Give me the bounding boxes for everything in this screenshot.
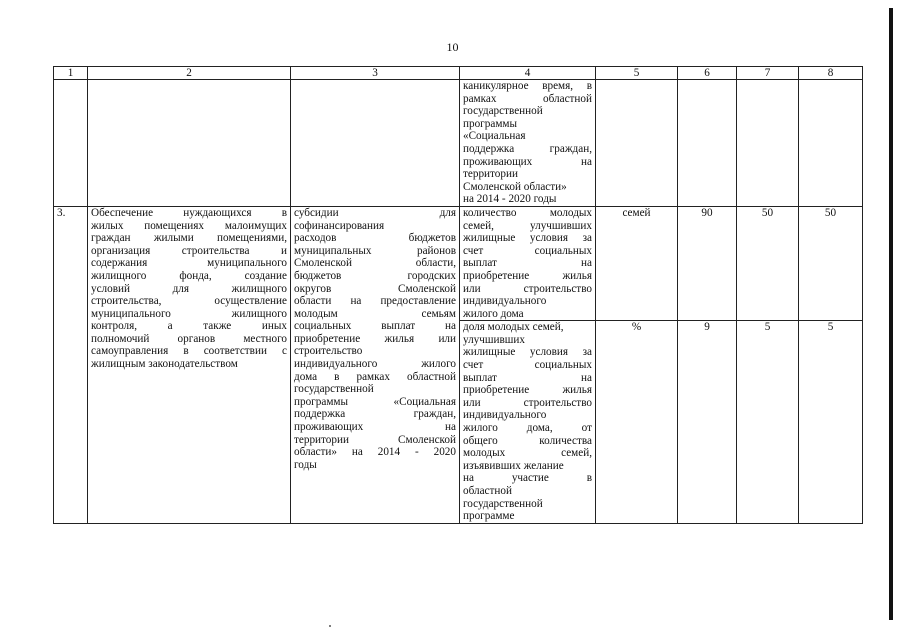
text-line: жилого дома, от: [463, 422, 592, 435]
text-line: индивидуального жилого: [294, 358, 456, 371]
indicator-cell: [460, 321, 596, 524]
text-line: проживающих на: [294, 421, 456, 434]
text-line: семей, улучшивших: [463, 219, 592, 232]
text-line: индивидуального: [463, 409, 547, 422]
empty-cell: [88, 80, 291, 207]
indicator-cell: [460, 206, 596, 320]
text-line: доля молодых семей,: [463, 321, 564, 334]
text-line: жилищного фонда, создание: [91, 269, 287, 282]
text-line: муниципального жилищного: [91, 307, 287, 320]
text-line: условий для жилищного: [91, 282, 287, 295]
empty-cell: [737, 80, 799, 207]
text-line: областной: [463, 485, 512, 497]
page-number: 10: [446, 40, 459, 54]
text-line: годы: [294, 458, 317, 471]
text-line: государственной: [294, 383, 374, 396]
scan-edge-bar: [889, 8, 893, 620]
text-line: округов Смоленской: [294, 282, 456, 295]
text-line: строительство: [294, 345, 363, 358]
header-cell: 1: [54, 67, 88, 80]
text-line: общего количества: [463, 434, 592, 447]
empty-cell: [596, 80, 678, 207]
text-line: граждан жилыми помещениями,: [91, 232, 287, 245]
header-cell: 8: [799, 67, 863, 80]
text-line: или строительство: [463, 396, 592, 409]
text-line: улучшивших: [463, 333, 525, 346]
value-cell: 50: [737, 206, 799, 320]
text-line: государственной: [463, 497, 543, 510]
header-cell: 4: [460, 67, 596, 80]
text-line: строительства, осуществление: [91, 295, 287, 308]
task-description-cell: [88, 206, 291, 523]
value-cell: 50: [799, 206, 863, 320]
text-line: каникулярное время, в: [463, 80, 592, 92]
row-number: 3.: [54, 206, 88, 523]
text-line: жилого дома: [463, 307, 524, 320]
text-line: индивидуального: [463, 295, 547, 308]
text-line: счет социальных: [463, 244, 592, 257]
text-line: счет социальных: [463, 359, 592, 372]
text-line: поддержка граждан,: [294, 408, 456, 421]
header-row: [54, 67, 863, 80]
text-line: рамках областной: [463, 92, 592, 105]
text-line: молодых семей,: [463, 447, 592, 460]
text-line: молодым семьям: [294, 307, 456, 320]
text-line: выплат на: [463, 371, 592, 384]
text-line: на 2014 - 2020 годы: [463, 193, 557, 206]
text-line: приобретение жилья или: [294, 332, 456, 345]
value-cell: 90: [678, 206, 737, 320]
header-cell: 2: [88, 67, 291, 80]
text-line: контроля, а также иных: [91, 320, 287, 333]
empty-cell: [291, 80, 460, 207]
text-line: государственной: [463, 105, 543, 118]
table-row-3a: [54, 206, 863, 320]
text-line: проживающих на: [463, 155, 592, 168]
text-line: Обеспечение нуждающихся в: [91, 206, 287, 219]
text-line: области» на 2014 - 2020: [294, 446, 456, 459]
text-line: дома в рамках областной: [294, 370, 456, 383]
text-line: Смоленской области»: [463, 180, 567, 193]
value-cell: 5: [799, 321, 863, 524]
text-line: программе: [463, 510, 515, 523]
header-cell: 6: [678, 67, 737, 80]
header-cell: 7: [737, 67, 799, 80]
empty-cell: [799, 80, 863, 207]
header-cell: 5: [596, 67, 678, 80]
program-table: [53, 66, 863, 524]
text-line: субсидии для: [294, 206, 456, 219]
activity-description-cell: [291, 206, 460, 523]
value-cell: 5: [737, 321, 799, 524]
empty-cell: [678, 80, 737, 207]
text-line: программы «Социальная: [294, 395, 456, 408]
text-line: жилищные условия за: [463, 232, 592, 245]
text-line: Смоленской области,: [294, 257, 456, 270]
text-line: области на предоставление: [294, 295, 456, 308]
text-line: социальных выплат на: [294, 320, 456, 333]
text-line: полномочий органов местного: [91, 332, 287, 345]
text-line: территории Смоленской: [294, 433, 456, 446]
unit-cell: %: [596, 321, 678, 524]
text-line: расходов бюджетов: [294, 232, 456, 245]
text-line: или строительство: [463, 282, 592, 295]
text-line: самоуправления в соответствии с: [91, 345, 287, 358]
unit-cell: семей: [596, 206, 678, 320]
text-line: софинансирования: [294, 219, 385, 232]
text-line: поддержка граждан,: [463, 142, 592, 155]
text-line: жилищные условия за: [463, 346, 592, 359]
indicator-continuation-cell: [460, 80, 596, 207]
text-line: приобретение жилья: [463, 269, 592, 282]
scan-speck: [329, 625, 331, 627]
text-line: выплат на: [463, 257, 592, 270]
value-cell: 9: [678, 321, 737, 524]
text-line: организация строительства и: [91, 244, 287, 257]
text-line: приобретение жилья: [463, 384, 592, 397]
text-line: жилищным законодательством: [91, 358, 238, 371]
text-line: «Социальная: [463, 130, 526, 143]
text-line: программы: [463, 117, 517, 130]
continuation-row: [54, 80, 863, 207]
text-line: на участие в: [463, 472, 592, 485]
text-line: муниципальных районов: [294, 244, 456, 257]
text-line: жилых помещениях малоимущих: [91, 219, 287, 232]
text-line: содержания муниципального: [91, 257, 287, 270]
text-line: количество молодых: [463, 206, 592, 219]
text-line: территории: [463, 168, 518, 181]
empty-cell: [54, 80, 88, 207]
text-line: изъявивших желание: [463, 459, 564, 472]
header-cell: 3: [291, 67, 460, 80]
text-line: бюджетов городских: [294, 269, 456, 282]
